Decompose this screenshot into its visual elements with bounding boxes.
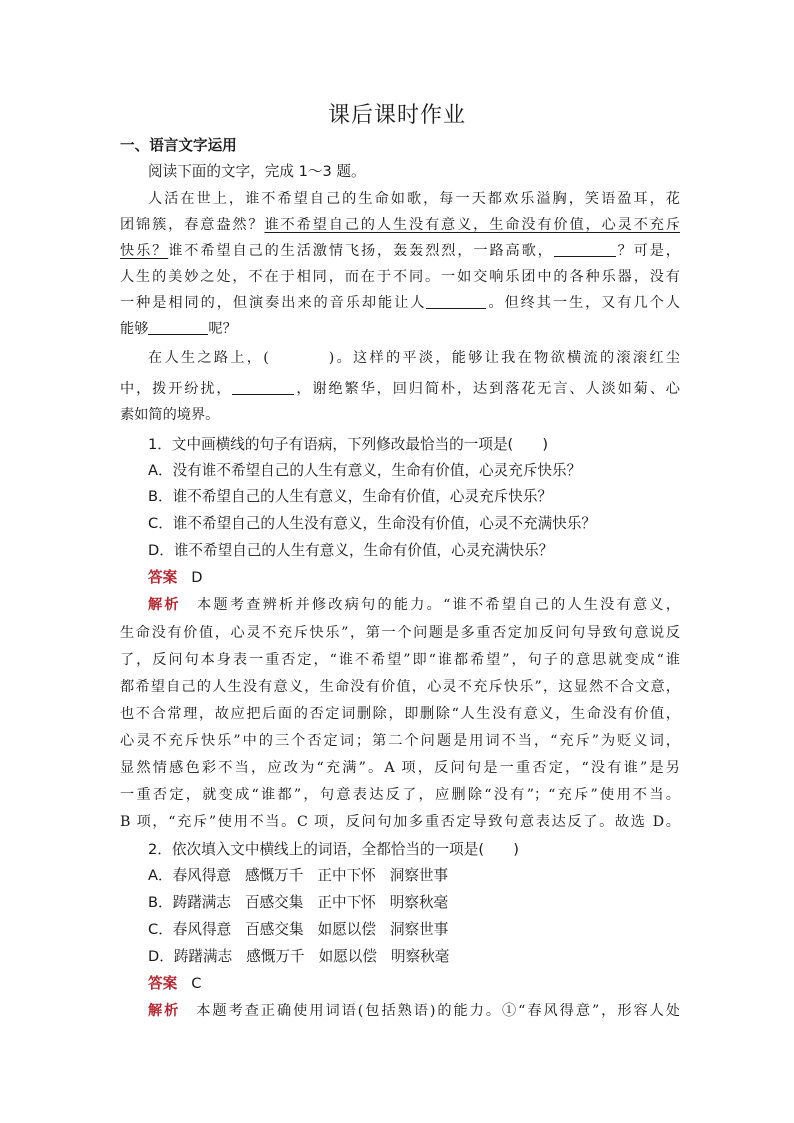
question-1-option-a: A．没有谁不希望自己的人生有意义，生命有价值，心灵充斥快乐？ [148, 462, 582, 479]
analysis-line: 了，反问句本身表一重否定，“谁不希望”即“谁都希望”，句子的意思就变成“谁 [120, 652, 680, 668]
analysis-line: 也不合常理，故应把后面的否定词删除，即删除“人生没有意义，生命没有价值， [120, 706, 680, 722]
passage-line: 人活在世上，谁不希望自己的生命如歌，每一天都欢乐溢胸，笑语盈耳，花 [148, 191, 680, 207]
passage-line: 快乐？谁不希望自己的生活激情飞扬，轰轰烈烈，一路高歌， ？可是， [120, 238, 680, 264]
question-2-option-d: D．踌躇满志 感慨万千 如愿以偿 明察秋毫 [148, 948, 450, 965]
analysis-line: 心灵不充斥快乐”中的三个否定词；第二个问题是用词不当，“充斥”为贬义词， [120, 733, 680, 749]
fill-blank-3[interactable] [148, 318, 208, 335]
underlined-sentence: 快乐？ [120, 243, 169, 259]
passage-line: 团锦簇，春意盎然？谁不希望自己的人生没有意义，生命没有价值，心灵不充斥 [120, 217, 680, 233]
question-2-analysis: 解析 本题考查正确使用词语(包括熟语)的能力。①“春风得意”，形容人处 [148, 1003, 680, 1019]
analysis-label: 解析 [148, 597, 181, 613]
answer-value: C [191, 975, 202, 992]
passage-line: 能够 呢？ [120, 316, 680, 342]
question-1-option-d: D．谁不希望自己的人生有意义，生命有价值，心灵充满快乐？ [148, 542, 554, 559]
answer-value: D [191, 569, 203, 586]
section-heading: 一、语言文字运用 [120, 137, 237, 154]
analysis-line: 显然情感色彩不当，应改为“充满”。A 项，反问句是一重否定，“没有谁”是另 [120, 760, 680, 776]
analysis-label: 解析 [148, 1003, 181, 1019]
passage-line: 一种是相同的，但演奏出来的音乐却能让人 。但终其一生，又有几个人 [120, 290, 680, 316]
question-1-answer [148, 565, 680, 591]
question-2-stem: 2．依次填入文中横线上的词语，全都恰当的一项是( ) [148, 841, 519, 858]
analysis-line: B 项，“充斥”使用不当。C 项，反问句加多重否定导致句意表达反了。故选 D。 [120, 814, 680, 830]
fill-blank-2[interactable] [426, 292, 486, 309]
question-2-option-b: B．踌躇满志 百感交集 正中下怀 明察秋毫 [148, 894, 449, 911]
analysis-line: 生命没有价值，心灵不充斥快乐”，第一个问题是多重否定加反问句导致句意说反 [120, 625, 680, 641]
question-2-option-a: A．春风得意 感慨万千 正中下怀 洞察世事 [148, 867, 449, 884]
question-1-option-b: B．谁不希望自己的人生有意义，生命有价值，心灵充斥快乐？ [148, 488, 553, 505]
passage-line: 人生的美妙之处，不在于相同，而在于不同。一如交响乐团中的各种乐器，没有 [120, 269, 680, 285]
analysis-line: 一重否定，就变成“谁都”，句意表达反了，应删除“没有”；“充斥”使用不当。 [120, 787, 680, 803]
passage-line: 在人生之路上，( )。这样的平淡，能够让我在物欲横流的滚滚红尘 [148, 350, 680, 366]
reading-instruction: 阅读下面的文字，完成 1～3 题。 [148, 163, 366, 180]
question-1-analysis: 解析 本题考查辨析并修改病句的能力。“谁不希望自己的人生没有意义， [148, 597, 680, 613]
passage-line: 中，拨开纷扰， ，谢绝繁华，回归简朴，达到落花无言、人淡如菊、心 [120, 376, 680, 402]
fill-blank-1[interactable] [554, 240, 616, 257]
analysis-line: 都希望自己的人生没有意义，生命没有价值，心灵不充斥快乐”，这显然不合文意， [120, 679, 680, 695]
question-1-stem: 1．文中画横线的句子有语病，下列修改最恰当的一项是( ) [148, 436, 549, 453]
underlined-sentence: 谁不希望自己的人生没有意义，生命没有价值，心灵不充斥 [264, 217, 680, 233]
passage-line: 素如简的境界。 [120, 407, 220, 423]
question-2-option-c: C．春风得意 百感交集 如愿以偿 洞察世事 [148, 921, 449, 938]
page-title: 课后课时作业 [327, 103, 466, 128]
answer-label: 答案 [148, 569, 178, 586]
answer-label: 答案 [148, 975, 178, 992]
fill-blank-4[interactable] [232, 378, 294, 395]
question-2-answer [148, 971, 680, 997]
question-1-option-c: C．谁不希望自己的人生没有意义，生命没有价值，心灵不充满快乐？ [148, 515, 597, 532]
